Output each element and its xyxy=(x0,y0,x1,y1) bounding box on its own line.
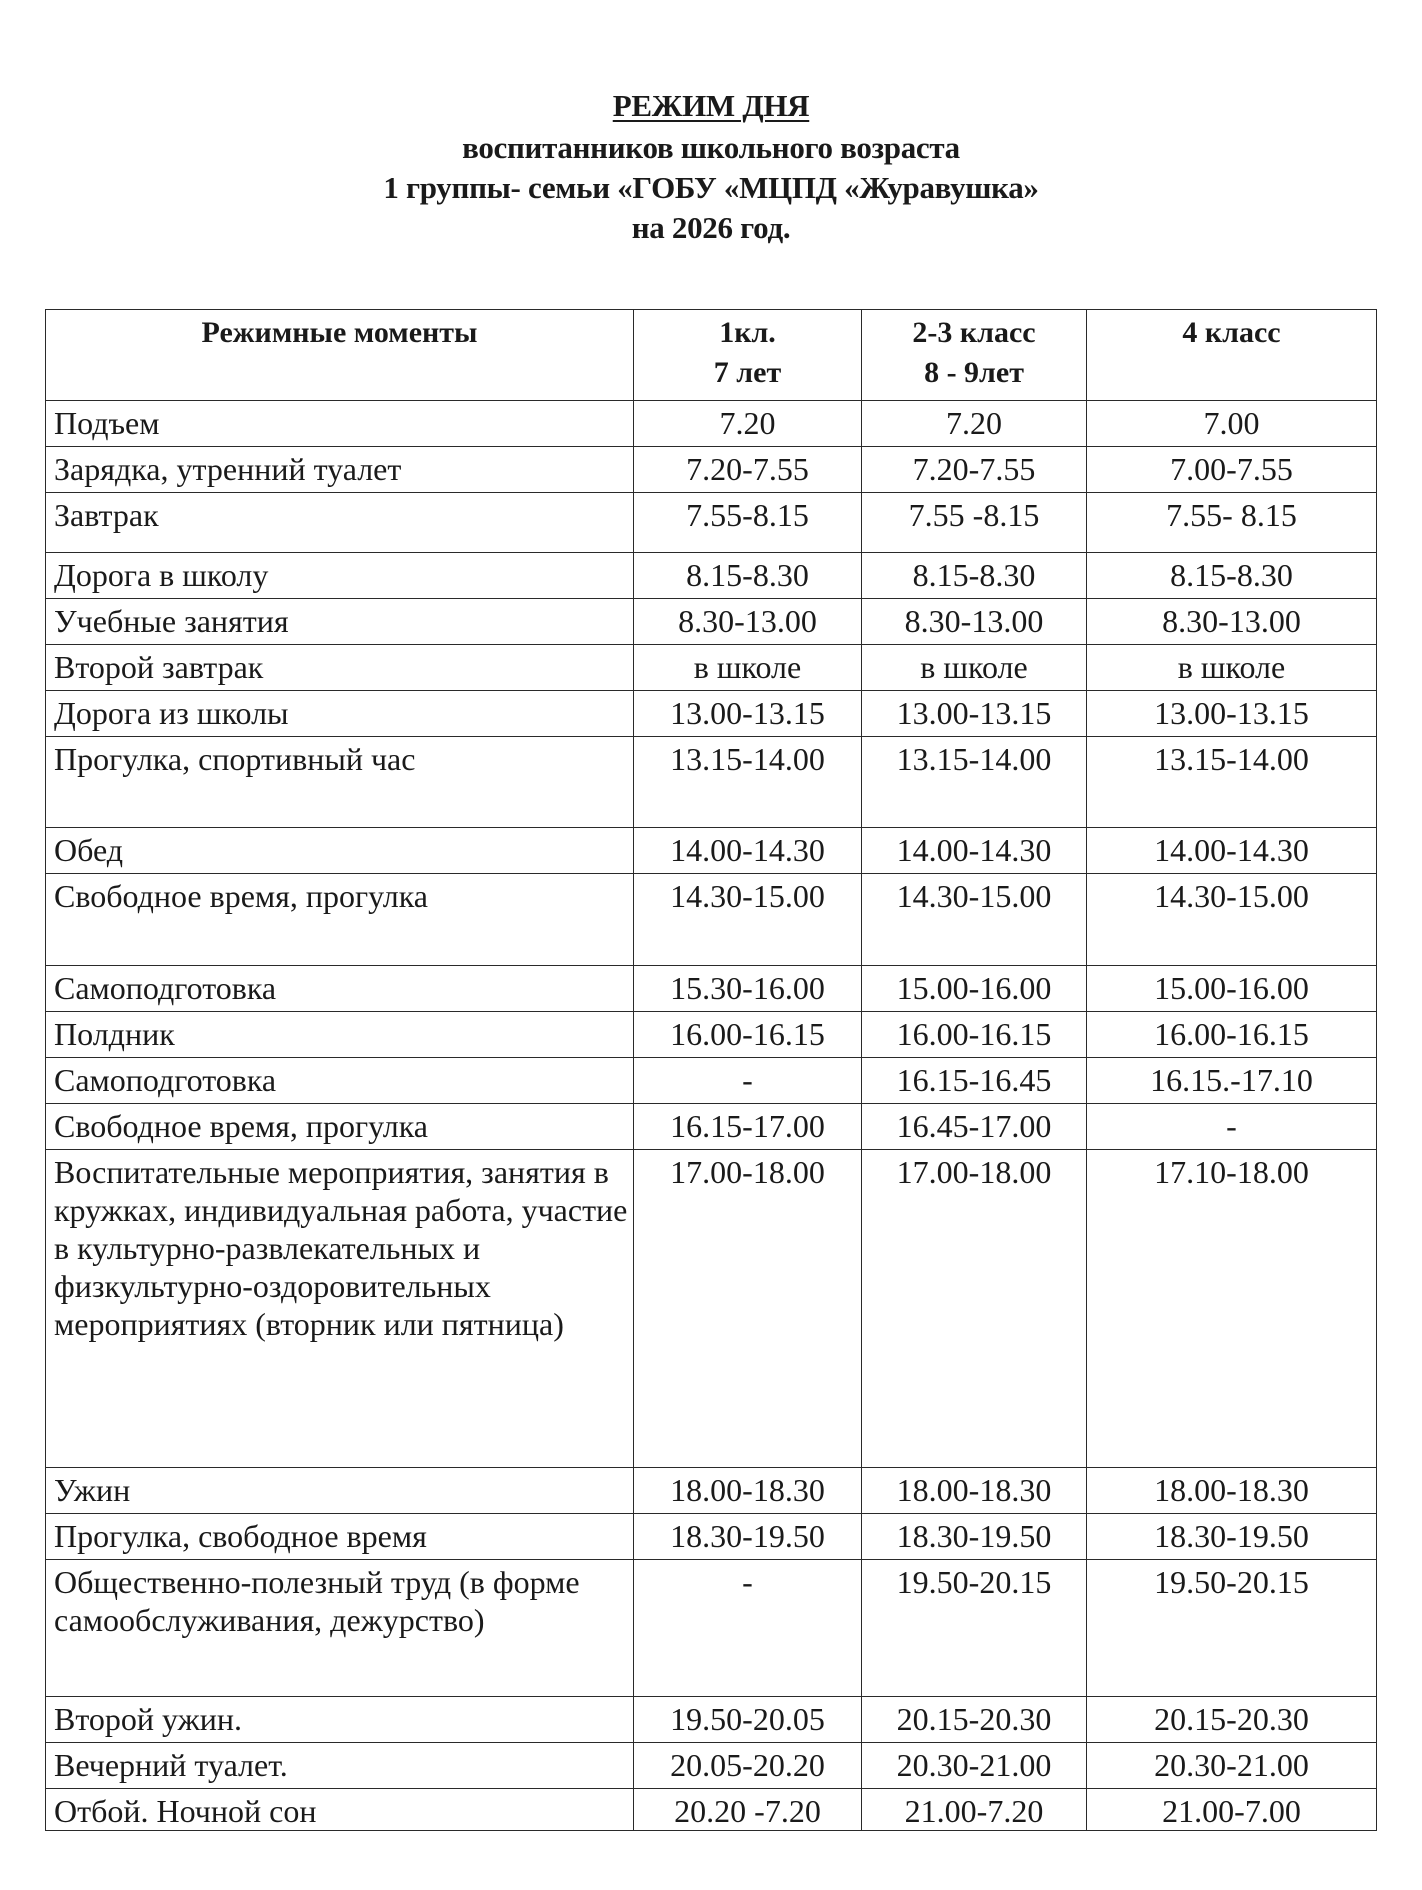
activity-cell: Самоподготовка xyxy=(46,966,634,1012)
document-subtitle-line3: на 2026 год. xyxy=(631,210,791,245)
grade1-cell: 13.15-14.00 xyxy=(634,737,862,828)
grade1-cell: 14.00-14.30 xyxy=(634,828,862,874)
grade4-cell: 20.30-21.00 xyxy=(1087,1743,1377,1789)
header-line: 7 лет xyxy=(713,356,782,389)
table-row xyxy=(46,1150,1377,1468)
activity-cell: Отбой. Ночной сон xyxy=(46,1789,634,1831)
grade1-cell: 7.20-7.55 xyxy=(634,447,862,493)
column-header-grade1 xyxy=(634,310,862,401)
table-row xyxy=(46,1697,1377,1743)
table-row xyxy=(46,1058,1377,1104)
activity-cell: Прогулка, спортивный час xyxy=(46,737,634,828)
table-row xyxy=(46,599,1377,645)
grade2-3-cell: 13.15-14.00 xyxy=(862,737,1087,828)
table-row xyxy=(46,1789,1377,1831)
table-row xyxy=(46,401,1377,447)
grade4-cell: 8.15-8.30 xyxy=(1087,553,1377,599)
grade4-cell: 14.30-15.00 xyxy=(1087,874,1377,966)
grade1-cell: 8.15-8.30 xyxy=(634,553,862,599)
activity-cell: Учебные занятия xyxy=(46,599,634,645)
grade2-3-cell: 15.00-16.00 xyxy=(862,966,1087,1012)
activity-cell: Обед xyxy=(46,828,634,874)
activity-cell: Полдник xyxy=(46,1012,634,1058)
grade1-cell: в школе xyxy=(634,645,862,691)
grade2-3-cell: 20.30-21.00 xyxy=(862,1743,1087,1789)
grade2-3-cell: 18.30-19.50 xyxy=(862,1514,1087,1560)
grade4-cell: в школе xyxy=(1087,645,1377,691)
grade4-cell: 13.15-14.00 xyxy=(1087,737,1377,828)
grade2-3-cell: в школе xyxy=(862,645,1087,691)
grade2-3-cell: 16.45-17.00 xyxy=(862,1104,1087,1150)
grade4-cell: 7.55- 8.15 xyxy=(1087,493,1377,553)
table-row xyxy=(46,553,1377,599)
activity-cell: Вечерний туалет. xyxy=(46,1743,634,1789)
grade4-cell: 14.00-14.30 xyxy=(1087,828,1377,874)
grade2-3-cell: 14.30-15.00 xyxy=(862,874,1087,966)
grade2-3-cell: 14.00-14.30 xyxy=(862,828,1087,874)
grade2-3-cell: 16.15-16.45 xyxy=(862,1058,1087,1104)
document-subtitle-line2: 1 группы- семьи «ГОБУ «МЦПД «Журавушка» xyxy=(383,170,1039,205)
document-header xyxy=(0,86,1422,248)
grade2-3-cell: 7.55 -8.15 xyxy=(862,493,1087,553)
grade2-3-cell: 17.00-18.00 xyxy=(862,1150,1087,1468)
grade4-cell: - xyxy=(1087,1104,1377,1150)
grade4-cell: 19.50-20.15 xyxy=(1087,1560,1377,1697)
grade4-cell: 15.00-16.00 xyxy=(1087,966,1377,1012)
grade1-cell: 18.30-19.50 xyxy=(634,1514,862,1560)
table-row xyxy=(46,966,1377,1012)
grade4-cell: 16.15.-17.10 xyxy=(1087,1058,1377,1104)
table-row xyxy=(46,645,1377,691)
grade2-3-cell: 7.20 xyxy=(862,401,1087,447)
grade4-cell: 7.00-7.55 xyxy=(1087,447,1377,493)
table-row xyxy=(46,691,1377,737)
grade4-cell: 16.00-16.15 xyxy=(1087,1012,1377,1058)
grade1-cell: 17.00-18.00 xyxy=(634,1150,862,1468)
table-row xyxy=(46,447,1377,493)
activity-cell: Зарядка, утренний туалет xyxy=(46,447,634,493)
activity-cell: Свободное время, прогулка xyxy=(46,874,634,966)
header-line: 8 - 9лет xyxy=(924,356,1024,389)
activity-cell: Воспитательные мероприятия, занятия в кружках, индивидуальная работа, участие в культурно-развлекательных и физкультурно-оздоровительных мероприятиях (вторник или пятница) xyxy=(46,1150,634,1468)
grade4-cell: 21.00-7.00 xyxy=(1087,1789,1377,1831)
grade4-cell: 18.30-19.50 xyxy=(1087,1514,1377,1560)
document-subtitle-line1: воспитанников школьного возраста xyxy=(462,130,960,165)
grade1-cell: 20.20 -7.20 xyxy=(634,1789,862,1831)
grade2-3-cell: 16.00-16.15 xyxy=(862,1012,1087,1058)
grade1-cell: 16.15-17.00 xyxy=(634,1104,862,1150)
grade1-cell: 19.50-20.05 xyxy=(634,1697,862,1743)
grade1-cell: - xyxy=(634,1560,862,1697)
grade2-3-cell: 8.30-13.00 xyxy=(862,599,1087,645)
grade4-cell: 18.00-18.30 xyxy=(1087,1468,1377,1514)
activity-cell: Завтрак xyxy=(46,493,634,553)
activity-cell: Второй завтрак xyxy=(46,645,634,691)
grade2-3-cell: 18.00-18.30 xyxy=(862,1468,1087,1514)
grade1-cell: 18.00-18.30 xyxy=(634,1468,862,1514)
table-row xyxy=(46,1560,1377,1697)
grade1-cell: 7.20 xyxy=(634,401,862,447)
grade2-3-cell: 8.15-8.30 xyxy=(862,553,1087,599)
grade1-cell: 20.05-20.20 xyxy=(634,1743,862,1789)
header-line: 4 класс xyxy=(1182,316,1281,349)
header-line: 1кл. xyxy=(719,316,776,349)
grade1-cell: 14.30-15.00 xyxy=(634,874,862,966)
table-row xyxy=(46,1012,1377,1058)
grade2-3-cell: 20.15-20.30 xyxy=(862,1697,1087,1743)
table-row xyxy=(46,1468,1377,1514)
table-row xyxy=(46,874,1377,966)
activity-cell: Свободное время, прогулка xyxy=(46,1104,634,1150)
grade4-cell: 8.30-13.00 xyxy=(1087,599,1377,645)
grade4-cell: 7.00 xyxy=(1087,401,1377,447)
column-header-grade4 xyxy=(1087,310,1377,401)
header-line: Режимные моменты xyxy=(201,316,478,349)
grade1-cell: 13.00-13.15 xyxy=(634,691,862,737)
activity-cell: Второй ужин. xyxy=(46,1697,634,1743)
table-row xyxy=(46,1743,1377,1789)
grade2-3-cell: 19.50-20.15 xyxy=(862,1560,1087,1697)
table-row xyxy=(46,1104,1377,1150)
table-body xyxy=(46,401,1377,1831)
table-row xyxy=(46,737,1377,828)
grade1-cell: 8.30-13.00 xyxy=(634,599,862,645)
table-row xyxy=(46,1514,1377,1560)
activity-cell: Прогулка, свободное время xyxy=(46,1514,634,1560)
document-title: РЕЖИМ ДНЯ xyxy=(612,88,810,123)
grade4-cell: 17.10-18.00 xyxy=(1087,1150,1377,1468)
column-header-activity xyxy=(46,310,634,401)
header-line: 2-3 класс xyxy=(912,316,1036,349)
grade2-3-cell: 21.00-7.20 xyxy=(862,1789,1087,1831)
activity-cell: Ужин xyxy=(46,1468,634,1514)
activity-cell: Подъем xyxy=(46,401,634,447)
activity-cell: Самоподготовка xyxy=(46,1058,634,1104)
grade1-cell: 16.00-16.15 xyxy=(634,1012,862,1058)
grade1-cell: - xyxy=(634,1058,862,1104)
grade4-cell: 20.15-20.30 xyxy=(1087,1697,1377,1743)
grade2-3-cell: 13.00-13.15 xyxy=(862,691,1087,737)
grade2-3-cell: 7.20-7.55 xyxy=(862,447,1087,493)
grade4-cell: 13.00-13.15 xyxy=(1087,691,1377,737)
grade1-cell: 7.55-8.15 xyxy=(634,493,862,553)
table-header-row xyxy=(46,310,1377,401)
table-row xyxy=(46,828,1377,874)
table-row xyxy=(46,493,1377,553)
column-header-grade2-3 xyxy=(862,310,1087,401)
schedule-table xyxy=(45,309,1377,1831)
activity-cell: Общественно-полезный труд (в форме самообслуживания, дежурство) xyxy=(46,1560,634,1697)
activity-cell: Дорога в школу xyxy=(46,553,634,599)
grade1-cell: 15.30-16.00 xyxy=(634,966,862,1012)
activity-cell: Дорога из школы xyxy=(46,691,634,737)
